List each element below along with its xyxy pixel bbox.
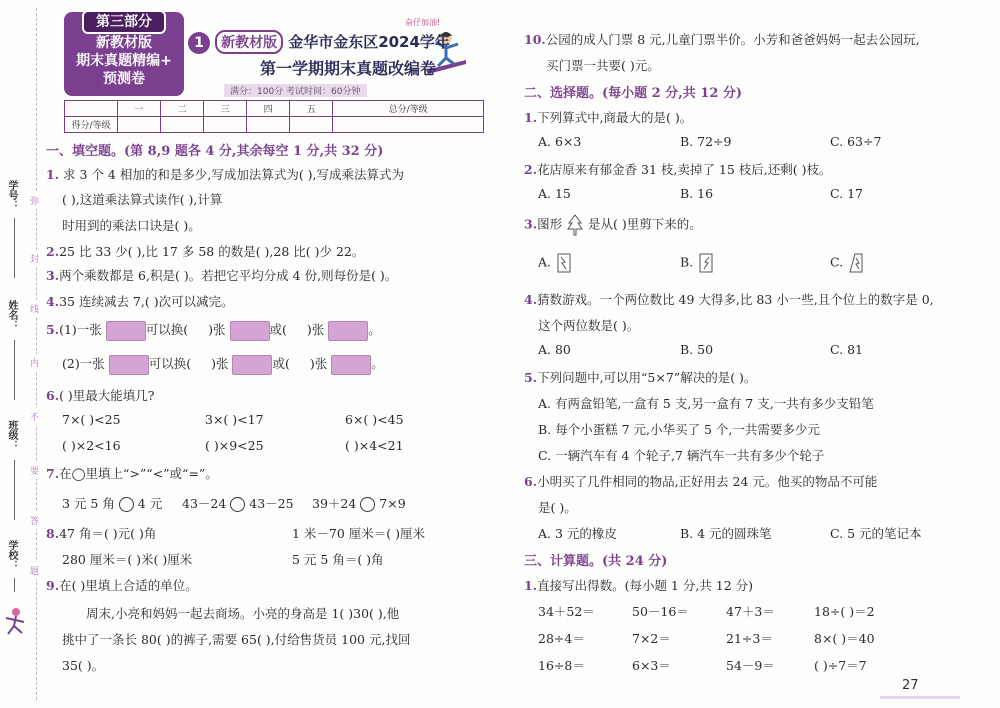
school-label: 学校： (6, 540, 17, 570)
folded-paper-icon (847, 252, 865, 274)
school-blank[interactable] (14, 578, 15, 592)
calc-item: 7×2＝ (632, 631, 671, 646)
banknote-image (331, 355, 371, 375)
compare-circle[interactable] (360, 497, 375, 512)
banknote-image (106, 321, 146, 341)
folded-paper-icon (555, 252, 573, 274)
edition-tag: 新教材版 (215, 30, 283, 54)
c2-option[interactable]: B. 16 (680, 186, 714, 201)
score-header: 三 (204, 101, 247, 117)
calc-item: 6×3＝ (632, 658, 671, 673)
c2-option[interactable]: C. 17 (830, 186, 863, 201)
page-number: 27 (902, 678, 919, 693)
name-label: 姓名： (6, 300, 17, 330)
student-id-blank[interactable] (14, 218, 15, 278)
paper-number: 1 (188, 32, 210, 54)
calc-item: 21÷3＝ (726, 631, 773, 646)
calc-item: 18÷( )＝2 (814, 604, 875, 619)
q1-line2: ( ),这道乘法算式读作( ),计算 (62, 192, 223, 207)
score-header: 二 (161, 101, 204, 117)
section-badge (64, 12, 184, 96)
q6-item: ( )×2<16 (62, 438, 121, 453)
q9-line1: 周末,小亮和妈妈一起去商场。小亮的身高是 1( )30( ),他 (86, 606, 400, 621)
c2-question: 2.花店原来有郁金香 31 枝,卖掉了 15 枝后,还剩( )枝。 (524, 162, 832, 177)
score-header: 四 (247, 101, 290, 117)
q6-title: 6.( )里最大能填几? (46, 388, 155, 403)
score-header: 五 (290, 101, 333, 117)
score-cell[interactable] (290, 117, 333, 133)
c4-option[interactable]: A. 80 (538, 342, 571, 357)
q6-item: 7×( )<25 (62, 412, 121, 427)
q5-line1: 5.(1)一张 可以换( )张 或( )张 。 (46, 320, 381, 341)
c3-option[interactable]: A. (538, 252, 573, 274)
score-cell[interactable] (333, 117, 484, 133)
banknote-image (109, 355, 149, 375)
tree-shape-icon (566, 214, 584, 236)
c6-line2: 是( )。 (538, 500, 577, 515)
c5-option[interactable]: A. 有两盒铅笔,一盒有 5 支,另一盒有 7 支,一共有多少支铅笔 (538, 396, 874, 411)
seal-char: 弥 (30, 192, 39, 209)
c4-line2: 这个两位数是( )。 (538, 318, 640, 333)
name-blank[interactable] (14, 340, 15, 400)
q8-item: 5 元 5 角＝( )角 (292, 552, 384, 567)
q1-line3: 时用到的乘法口诀是( )。 (62, 218, 201, 233)
seal-char: 线 (30, 300, 39, 317)
q8-item: 280 厘米＝( )米( )厘米 (62, 552, 193, 567)
section2-title: 二、选择题。(每小题 2 分,共 12 分) (524, 86, 743, 101)
calc-item: 54－9＝ (726, 658, 775, 673)
badge-line: 新教材版 (96, 35, 152, 51)
badge-line: 期末真题精编+ (76, 53, 172, 69)
binding-gutter (0, 0, 44, 708)
c6-option[interactable]: B. 4 元的圆珠笔 (680, 526, 772, 541)
score-cell[interactable] (247, 117, 290, 133)
c1-option[interactable]: B. 72÷9 (680, 134, 732, 149)
q7-title: 7.在◯里填上“>”“<”或“=”。 (46, 466, 218, 481)
section3-title: 三、计算题。(共 24 分) (524, 554, 668, 569)
q7-item: 3 元 5 角 4 元 (62, 496, 163, 511)
calc-title: 1.直接写出得数。(每小题 1 分,共 12 分) (524, 578, 754, 593)
banknote-image (328, 321, 368, 341)
q9-line3: 35( )。 (62, 658, 105, 673)
c4-line1: 4.猜数游戏。一个两位数比 49 大得多,比 83 小一些,且个位上的数字是 0, (524, 292, 934, 307)
page-number-bar (880, 696, 960, 699)
calc-item: 50－16＝ (632, 604, 689, 619)
c4-option[interactable]: B. 50 (680, 342, 714, 357)
q10-line2: 买门票一共要( )元。 (546, 58, 660, 73)
c1-question: 1.下列算式中,商最大的是( )。 (524, 110, 693, 125)
banknote-image (232, 355, 272, 375)
seal-char: 内 (30, 354, 39, 371)
seal-char: 不 (30, 408, 39, 425)
calc-item: 16÷8＝ (538, 658, 585, 673)
c3-question: 3.图形 是从( )里剪下来的。 (524, 214, 702, 236)
q6-item: 6×( )<45 (345, 412, 404, 427)
c4-option[interactable]: C. 81 (830, 342, 863, 357)
score-table (64, 100, 484, 133)
folded-paper-icon (697, 252, 715, 274)
score-header: 总分/等级 (333, 101, 484, 117)
q2: 2.25 比 33 少( ),比 17 多 58 的数是( ),28 比( )少 22。 (46, 244, 365, 259)
motto: 奋仔加油! (405, 18, 441, 27)
c1-option[interactable]: A. 6×3 (538, 134, 582, 149)
title-line2: 第一学期期末真题改编卷 (259, 59, 436, 78)
q7-item: 39＋24 7×9 (312, 496, 406, 511)
badge-line: 预测卷 (103, 71, 145, 87)
badge-top: 第三部分 (82, 10, 166, 34)
running-kid-icon (2, 606, 30, 636)
score-cell[interactable] (118, 117, 161, 133)
q8-item: 8.47 角＝( )元( )角 (46, 526, 157, 541)
seal-char: 封 (30, 250, 39, 267)
section1-title: 一、填空题。(第 8,9 题各 4 分,其余每空 1 分,共 32 分) (46, 144, 384, 159)
class-blank[interactable] (14, 460, 15, 520)
q8-item: 1 米－70 厘米＝( )厘米 (292, 526, 426, 541)
calc-item: 47＋3＝ (726, 604, 775, 619)
q1-line1: 1. 求 3 个 4 相加的和是多少,写成加法算式为( ),写成乘法算式为 (46, 167, 405, 182)
c5-question: 5.下列问题中,可以用“5×7”解决的是( )。 (524, 370, 757, 385)
calc-item: 8×( )＝40 (814, 631, 875, 646)
q9-title: 9.在( )里填上合适的单位。 (46, 578, 198, 593)
title-block (188, 30, 488, 98)
c6-line1: 6.小明买了几件相同的物品,正好用去 24 元。他买的物品不可能 (524, 474, 878, 489)
seal-char: 要 (30, 462, 39, 479)
c5-option[interactable]: C. 一辆汽车有 4 个轮子,7 辆汽车一共有多少个轮子 (538, 448, 825, 463)
student-id-label: 学号： (6, 180, 17, 210)
c6-option[interactable]: A. 3 元的橡皮 (538, 526, 617, 541)
c1-option[interactable]: C. 63÷7 (830, 134, 882, 149)
q6-item: ( )×9<25 (205, 438, 264, 453)
right-page (500, 0, 1000, 708)
c6-option[interactable]: C. 5 元的笔记本 (830, 526, 922, 541)
score-header: 一 (118, 101, 161, 117)
exam-meta: 满分：100分 考试时间：60分钟 (224, 84, 367, 97)
q3: 3.两个乘数都是 6,积是( )。若把它平均分成 4 份,则每份是( )。 (46, 268, 398, 283)
calc-item: ( )÷7＝7 (814, 658, 867, 673)
q7-item: 43－24 43－25 (182, 496, 294, 511)
c5-option[interactable]: B. 每个小蛋糕 7 元,小华买了 5 个,一共需要多少元 (538, 422, 820, 437)
seal-char: 题 (30, 562, 39, 579)
q6-item: 3×( )<17 (205, 412, 264, 427)
score-cell[interactable] (204, 117, 247, 133)
q10-line1: 10.公园的成人门票 8 元,儿童门票半价。小芳和爸爸妈妈一起去公园玩, (524, 32, 920, 47)
compare-circle[interactable] (230, 497, 245, 512)
score-row-label: 得分/等级 (65, 117, 118, 133)
title-line1: 金华市金东区2024学年 (288, 33, 450, 51)
score-header (65, 101, 118, 117)
c2-option[interactable]: A. 15 (538, 186, 571, 201)
q6-item: ( )×4<21 (345, 438, 404, 453)
calc-item: 34＋52＝ (538, 604, 595, 619)
q4: 4.35 连续减去 7,( )次可以减完。 (46, 294, 234, 309)
calc-item: 28÷4＝ (538, 631, 585, 646)
c3-option[interactable]: C. (830, 252, 865, 274)
compare-circle[interactable] (119, 497, 134, 512)
banknote-image (230, 321, 270, 341)
class-label: 班级： (6, 420, 17, 450)
c3-option[interactable]: B. (680, 252, 715, 274)
score-cell[interactable] (161, 117, 204, 133)
seal-char: 答 (30, 512, 39, 529)
q5-line2: (2)一张 可以换( )张 或( )张 。 (62, 354, 384, 375)
q9-line2: 挑中了一条长 80( )的裤子,需要 65( ),付给售货员 100 元,找回 (62, 632, 411, 647)
